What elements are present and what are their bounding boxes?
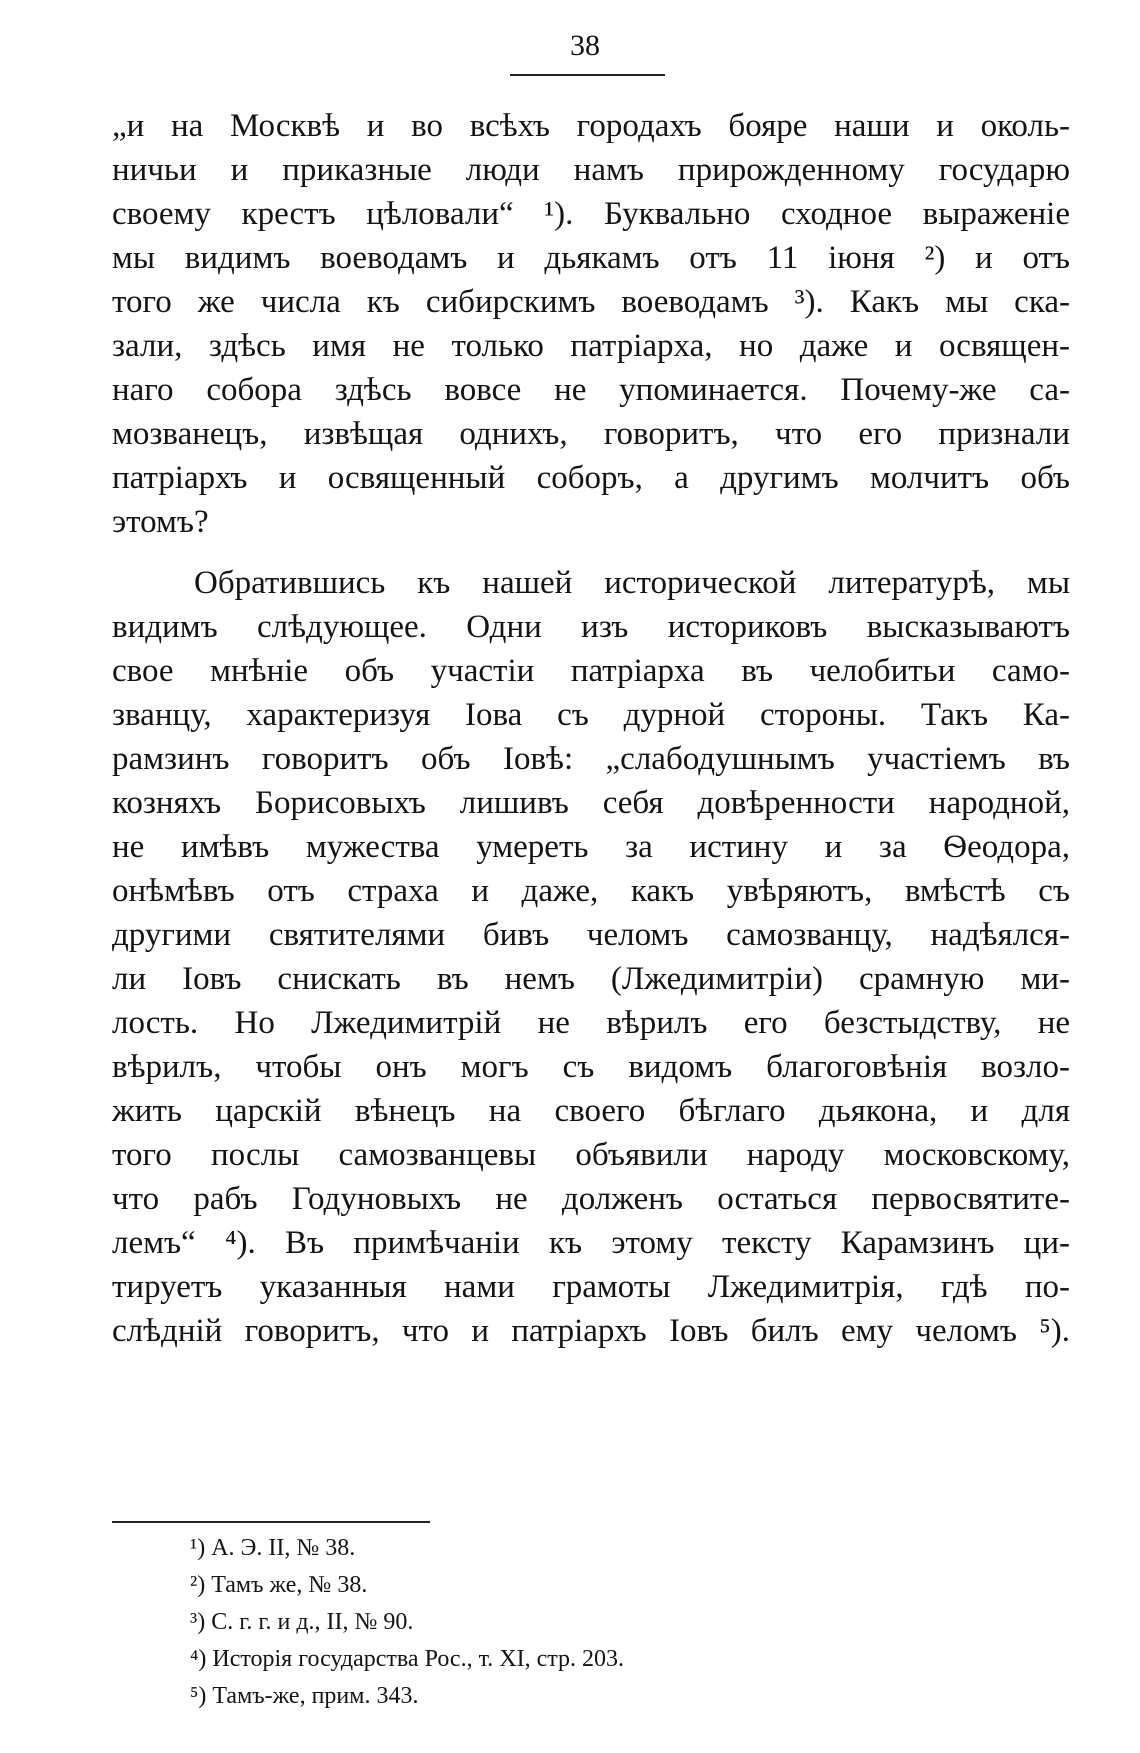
text-line: патріархъ и освященный соборъ, а другимъ молчитъ объ [112, 460, 1070, 496]
page-number-rule [510, 74, 665, 76]
footnote-rule [112, 1521, 430, 1523]
text-line: того же числа къ сибирскимъ воеводамъ ³). Какъ мы ска- [112, 284, 1070, 320]
text-line: зали, здѣсь имя не только патріарха, но даже и освящен- [112, 328, 1070, 364]
text-line: слѣдній говоритъ, что и патріархъ Іовъ билъ ему челомъ ⁵). [112, 1313, 1070, 1349]
text-line: „и на Москвѣ и во всѣхъ городахъ бояре наши и околь- [112, 108, 1070, 144]
footnote: ¹) А. Э. II, № 38. [190, 1535, 356, 1561]
text-line: лемъ“ ⁴). Въ примѣчаніи къ этому тексту Карамзинъ ци- [112, 1225, 1070, 1261]
text-line: наго собора здѣсь вовсе не упоминается. Почему-же са- [112, 372, 1070, 408]
text-line: козняхъ Борисовыхъ лишивъ себя довѣренности народной, [112, 785, 1070, 821]
page-number: 38 [570, 29, 600, 62]
text-line: не имѣвъ мужества умереть за истину и за Ѳеодора, [112, 829, 1070, 865]
footnote: ⁵) Тамъ-же, прим. 343. [190, 1683, 419, 1709]
text-line: что рабъ Годуновыхъ не долженъ остаться первосвятите- [112, 1181, 1070, 1217]
text-line: лость. Но Лжедимитрій не вѣрилъ его безстыдству, не [112, 1005, 1070, 1041]
footnote: ²) Тамъ же, № 38. [190, 1572, 368, 1598]
text-line: рамзинъ говоритъ объ Іовѣ: „слабодушнымъ участіемъ въ [112, 741, 1070, 777]
text-line: своему крестъ цѣловали“ ¹). Буквально сходное выраженіе [112, 196, 1070, 232]
text-line: ли Іовъ снискать въ немъ (Лжедимитріи) срамную ми- [112, 961, 1070, 997]
text-line: вѣрилъ, чтобы онъ могъ съ видомъ благоговѣнія возло- [112, 1049, 1070, 1085]
text-line: ничьи и приказные люди намъ прирожденному государю [112, 152, 1070, 188]
footnote: ³) С. г. г. и д., II, № 90. [190, 1609, 414, 1635]
footnote: ⁴) Исторія государства Рос., т. XI, стр. 203. [190, 1646, 625, 1672]
text-line: жить царскій вѣнецъ на своего бѣглаго дьякона, и для [112, 1093, 1070, 1129]
text-line: свое мнѣніе объ участіи патріарха въ челобитьи само- [112, 653, 1070, 689]
text-line: онѣмѣвъ отъ страха и даже, какъ увѣряютъ, вмѣстѣ съ [112, 873, 1070, 909]
text-line: мозванецъ, извѣщая однихъ, говоритъ, что его признали [112, 416, 1070, 452]
text-line: Обратившись къ нашей исторической литературѣ, мы [194, 565, 1070, 601]
text-line: другими святителями бивъ челомъ самозванцу, надѣялся- [112, 917, 1070, 953]
text-line: того послы самозванцевы объявили народу московскому, [112, 1137, 1070, 1173]
text-line: этомъ? [112, 504, 209, 540]
text-line: тируетъ указанныя нами грамоты Лжедимитрія, гдѣ по- [112, 1269, 1070, 1305]
text-line: мы видимъ воеводамъ и дьякамъ отъ 11 іюня ²) и отъ [112, 240, 1070, 276]
text-line: видимъ слѣдующее. Одни изъ историковъ высказываютъ [112, 609, 1070, 645]
text-line: званцу, характеризуя Іова съ дурной стороны. Такъ Ка- [112, 697, 1070, 733]
